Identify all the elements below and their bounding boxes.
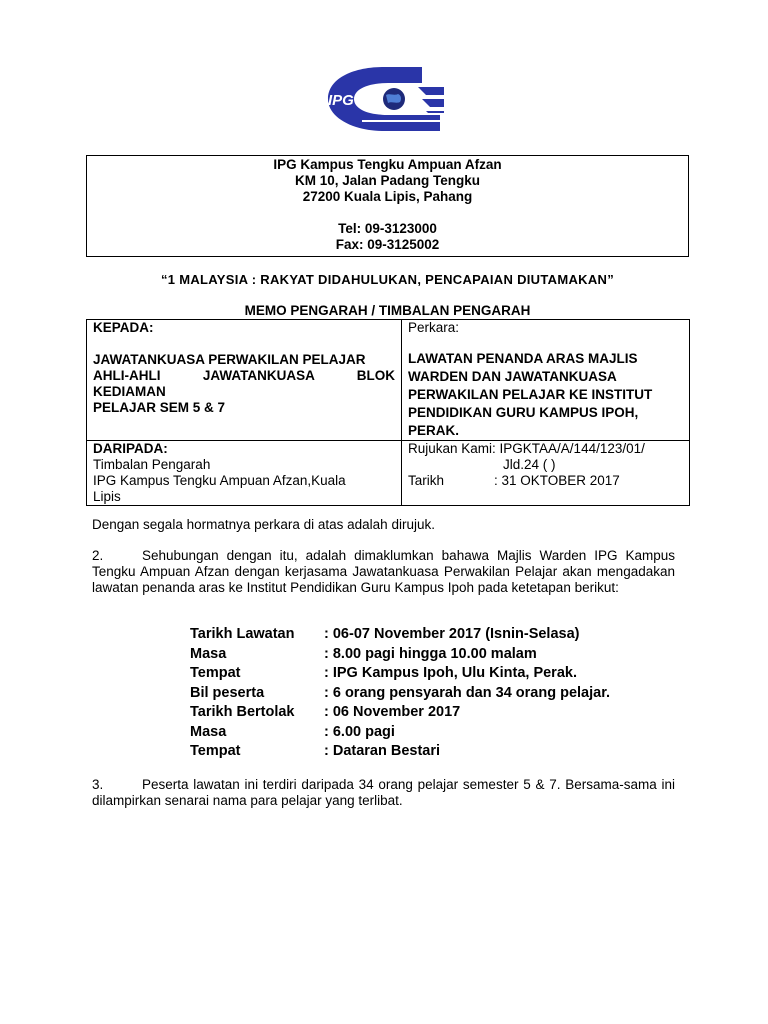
- motto: “1 MALAYSIA : RAKYAT DIDAHULUKAN, PENCAPAIAN DIUTAMAKAN”: [160, 272, 615, 287]
- daripada-line: Lipis: [93, 489, 121, 504]
- paragraph-2-number: 2.: [92, 548, 104, 563]
- detail-value: : 06 November 2017: [324, 704, 461, 720]
- paragraph-2: [92, 548, 675, 596]
- paragraph-2-text: Sehubungan dengan itu, adalah dimaklumkan bahawa Majlis Warden IPG Kampus Tengku Ampuan Afzan dengan kerjasama Jawatankuasa Perwakilan Pelajar akan mengadakan lawatan penanda aras ke Institut Pendidikan Guru Kampus Ipoh pada ketetapan berikut:: [92, 548, 675, 595]
- telephone: Tel: 09-3123000: [338, 221, 437, 236]
- detail-label: Bil peserta: [190, 684, 265, 701]
- memo-title: MEMO PENGARAH / TIMBALAN PENGARAH: [244, 303, 531, 318]
- rujukan: Rujukan Kami: IPGKTAA/A/144/123/01/: [408, 441, 645, 456]
- rujukan-continuation: Jld.24 ( ): [503, 457, 556, 472]
- kepada-line: KEDIAMAN: [93, 384, 166, 399]
- tarikh-label: Tarikh: [408, 473, 445, 488]
- kepada-line: PELAJAR SEM 5 & 7: [93, 400, 226, 415]
- detail-value: : 06-07 November 2017 (Isnin-Selasa): [324, 626, 580, 642]
- perkara-line: LAWATAN PENANDA ARAS MAJLIS: [408, 351, 638, 366]
- fax: Fax: 09-3125002: [335, 237, 440, 252]
- perkara-line: PERAK.: [408, 423, 460, 438]
- detail-label: Tarikh Lawatan: [190, 626, 295, 642]
- perkara-line: WARDEN DAN JAWATANKUASA: [408, 369, 617, 384]
- daripada-label: DARIPADA:: [93, 441, 168, 456]
- detail-value: : Dataran Bestari: [324, 743, 441, 759]
- tarikh-value: : 31 OKTOBER 2017: [494, 473, 620, 488]
- detail-value: : 6 orang pensyarah dan 34 orang pelajar.: [324, 684, 611, 701]
- detail-label: Masa: [190, 723, 227, 740]
- daripada-line: Timbalan Pengarah: [93, 457, 211, 472]
- detail-value: : 8.00 pagi hingga 10.00 malam: [324, 645, 537, 662]
- paragraph-3-number: 3.: [92, 777, 104, 792]
- kepada-line: JAWATANKUASA PERWAKILAN PELAJAR: [93, 352, 366, 367]
- daripada-line: IPG Kampus Tengku Ampuan Afzan,Kuala: [93, 473, 346, 488]
- tarikh-row: [408, 473, 683, 489]
- perkara-line: PENDIDIKAN GURU KAMPUS IPOH,: [408, 405, 639, 420]
- detail-value: : IPG Kampus Ipoh, Ulu Kinta, Perak.: [324, 665, 577, 681]
- ipg-logo: [322, 65, 446, 135]
- perkara-cell: [402, 320, 690, 441]
- address-line-1: IPG Kampus Tengku Ampuan Afzan: [273, 157, 502, 172]
- address-line-2: KM 10, Jalan Padang Tengku: [294, 173, 481, 188]
- perkara-line: PERWAKILAN PELAJAR KE INSTITUT: [408, 387, 653, 402]
- address-line-3: 27200 Kuala Lipis, Pahang: [302, 189, 473, 204]
- paragraph-3: [92, 777, 675, 809]
- address-box: [86, 155, 689, 257]
- rujukan-cell: [402, 441, 690, 506]
- detail-label: Masa: [190, 645, 227, 662]
- logo-text: IPG: [328, 92, 354, 109]
- kepada-cell: [87, 320, 402, 441]
- paragraph-3-text: Peserta lawatan ini terdiri daripada 34 orang pelajar semester 5 & 7. Bersama-sama ini dilampirkan senarai nama para pelajar yang terlibat.: [92, 777, 675, 808]
- detail-label: Tarikh Bertolak: [190, 704, 295, 720]
- daripada-cell: [87, 441, 402, 506]
- detail-label: Tempat: [190, 743, 241, 759]
- kepada-line: AHLI-AHLI JAWATANKUASA BLOK: [93, 368, 395, 383]
- detail-value: : 6.00 pagi: [324, 723, 395, 740]
- kepada-label: KEPADA:: [93, 320, 154, 335]
- perkara-label: Perkara:: [408, 320, 460, 335]
- detail-label: Tempat: [190, 665, 241, 681]
- paragraph-1: Dengan segala hormatnya perkara di atas adalah dirujuk.: [92, 517, 435, 532]
- memo-header-table: [86, 319, 690, 506]
